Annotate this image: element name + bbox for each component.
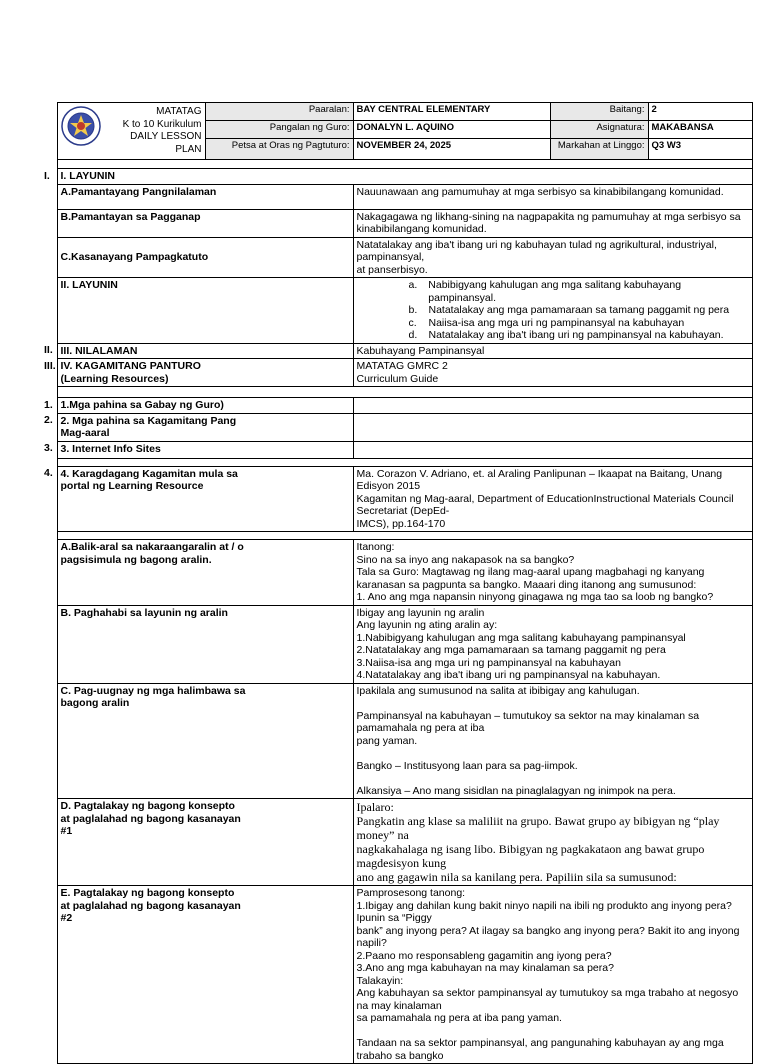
subject-label: Asignatura:: [550, 121, 648, 139]
row-content: MATATAG GMRC 2 Curriculum Guide: [353, 359, 752, 387]
row-label: IV. KAGAMITANG PANTURO (Learning Resources): [57, 359, 353, 387]
row-label: E. Pagtalakay ng bagong konsepto at paglalahad ng bagong kasanayan #2: [57, 886, 353, 1064]
list-item: a. Nabibigyang kahulugan ang mga salitang kabuhayang pampinansyal.: [408, 279, 682, 304]
row-number: 2.: [36, 413, 57, 441]
list-item: c. Naiisa-isa ang mga uri ng pampinansyal na kabuhayan: [408, 316, 685, 329]
row-label: II. LAYUNIN: [57, 278, 353, 344]
row-number: III.: [36, 359, 57, 387]
row-label: A.Pamantayang Pangnilalaman: [57, 184, 353, 209]
quarter-label: Markahan at Linggo:: [550, 139, 648, 160]
row-number: I.: [36, 169, 57, 185]
row-layunin-heading: [36, 169, 752, 185]
row-balik-aral: [36, 540, 752, 606]
row-content: [353, 398, 752, 414]
lesson-plan-page: [36, 102, 752, 1064]
row-pagtalakay-1: [36, 799, 752, 886]
row-karagdagang-kagamitan: [36, 466, 752, 532]
row-gabay-ng-guro: [36, 398, 752, 414]
date-label: Petsa at Oras ng Pagtuturo:: [205, 139, 353, 160]
teacher-value: DONALYN L. AQUINO: [353, 121, 550, 139]
school-value: BAY CENTRAL ELEMENTARY: [353, 103, 550, 121]
title-line: DAILY LESSON: [130, 131, 202, 142]
objectives-list: [353, 278, 752, 344]
title-line: K to 10 Kurikulum: [122, 118, 202, 130]
quarter-value: Q3 W3: [648, 139, 752, 160]
row-content: Ipakilala ang sumusunod na salita at ibibigay ang kahulugan. Pampinansyal na kabuhayan – tumutukoy sa sektor na may kinalaman sa pamamahala ng pera at iba pang yaman. Bangko – Institusyong laan para sa pag-iimpok. Alkansiya – Ano mang sisidlan na pinaglalagyan ng inimpok na pera.: [353, 683, 752, 799]
row-content: Nauunawaan ang pamumuhay at mga serbisyo sa kinabibilangang komunidad.: [353, 184, 752, 209]
row-internet-info-sites: [36, 441, 752, 458]
date-value: NOVEMBER 24, 2025: [353, 139, 550, 160]
row-label: B.Pamantayan sa Pagganap: [57, 209, 353, 237]
row-label: C.Kasanayang Pampagkatuto: [57, 237, 353, 278]
row-content: Ibigay ang layunin ng aralin Ang layunin ng ating aralin ay: 1.Nabibigyang kahulugan ang mga salitang kabuhayang pampinansyal 2.Natatalakay ang mga pamamaraan sa tamang paggamit ng pera 3.Naiisa-isa ang mga uri ng pampinansyal na kabuhayan 4.Natatalakay ang iba't ibang uri ng pampinansyal na kabuhayan.: [353, 605, 752, 683]
row-label: D. Pagtalakay ng bagong konsepto at paglalahad ng bagong kasanayan #1: [57, 799, 353, 886]
row-kagamitang-pang-mag-aaral: [36, 413, 752, 441]
row-content: Natatalakay ang iba't ibang uri ng kabuhayan tulad ng agrikultural, industriyal, pampinansyal, at panserbisyo.: [353, 237, 752, 278]
teacher-label: Pangalan ng Guro:: [205, 121, 353, 139]
row-number: 4.: [36, 466, 57, 532]
grade-label: Baitang:: [550, 103, 648, 121]
row-content: Ma. Corazon V. Adriano, et. al Araling Panlipunan – Ikaapat na Baitang, Unang Edisyon 2015 Kagamitan ng Mag-aaral, Department of EducationInstructional Materials Council Secretariat (DepEd- IMCS), pp.164-170: [353, 466, 752, 532]
row-pamantayang-pangnilalaman: [36, 184, 752, 209]
dlp-title: [101, 106, 202, 156]
row-content: [353, 413, 752, 441]
row-pag-uugnay: [36, 683, 752, 799]
row-pagtalakay-2: [36, 886, 752, 1064]
subject-value: MAKABANSA: [648, 121, 752, 139]
school-label: Paaralan:: [205, 103, 353, 121]
row-label: 1.Mga pahina sa Gabay ng Guro): [57, 398, 353, 414]
row-pamantayan-sa-pagganap: [36, 209, 752, 237]
header-logo-cell: [57, 103, 205, 160]
row-label: 2. Mga pahina sa Kagamitang Pang Mag-aaral: [57, 413, 353, 441]
row-content: Pamprosesong tanong: 1.Ibigay ang dahilan kung bakit ninyo napili na ibili ng produkto ang inyong pera? Ipunin sa “Piggy bank” ang inyong pera? At ilagay sa bangko ang inyong pera? Bakit ito ang inyong napili? 2.Paano mo responsableng gagamitin ang iyong pera? 3.Ano ang mga kabuhayan na may kinalaman sa pera? Talakayin: Ang kabuhayan sa sektor pampinansyal ay tumutukoy sa mga trabaho at negosyo na may kinalaman sa pamamahala ng pera at iba pang yaman. Tandaan na sa sektor pampinansyal, ang pangunahing kabuhayan ay ang mga trabaho sa bangko: [353, 886, 752, 1064]
row-kasanayang-pampagkatuto: [36, 237, 752, 278]
row-label: B. Paghahabi sa layunin ng aralin: [57, 605, 353, 683]
row-layunin-objectives: [36, 278, 752, 344]
deped-seal-icon: [61, 106, 101, 146]
row-number: II.: [36, 343, 57, 359]
title-line: MATATAG: [156, 106, 202, 117]
title-line: PLAN: [175, 143, 202, 155]
row-number: 3.: [36, 441, 57, 458]
row-label: III. NILALAMAN: [57, 343, 353, 359]
lesson-plan-table: [36, 102, 753, 1064]
row-kagamitang-panturo: [36, 359, 752, 387]
row-number: 1.: [36, 398, 57, 414]
row-label: 4. Karagdagang Kagamitan mula sa portal ng Learning Resource: [57, 466, 353, 532]
row-content: [353, 441, 752, 458]
row-nilalaman: [36, 343, 752, 359]
row-content: Ipalaro: Pangkatin ang klase sa maliliit na grupo. Bawat grupo ay bibigyan ng “play money” na nagkakahalaga ng isang libo. Bibigyan ng pagkakataon ang bawat grupo magdesisyon kung ano ang gagawin nila sa kanilang pera. Papiliin sila sa sumusunod:: [353, 799, 752, 886]
row-label: 3. Internet Info Sites: [57, 441, 353, 458]
row-label: A.Balik-aral sa nakaraangaralin at / o pagsisimula ng bagong aralin.: [57, 540, 353, 606]
header-row-1: [36, 103, 752, 121]
row-content: Kabuhayang Pampinansyal: [353, 343, 752, 359]
row-content: Nakagagawa ng likhang-sining na nagpapakita ng pamumuhay at mga serbisyo sa kinabibilangang komunidad.: [353, 209, 752, 237]
row-paghahabi-sa-layunin: [36, 605, 752, 683]
list-item: b. Natatalakay ang mga pamamaraan sa tamang paggamit ng pera: [408, 304, 730, 316]
list-item: d. Natatalakay ang iba't ibang uri ng pampinansyal na kabuhayan.: [408, 329, 724, 341]
row-label: C. Pag-uugnay ng mga halimbawa sa bagong aralin: [57, 683, 353, 799]
grade-value: 2: [648, 103, 752, 121]
section-heading: I. LAYUNIN: [57, 169, 752, 185]
row-content: Itanong: Sino na sa inyo ang nakapasok na sa bangko? Tala sa Guro: Magtawag ng ilang mag-aaral upang magbahagi ng kanyang karanasan sa pagpunta sa bangko. Maaari ding itanong ang sumusunod: 1. Ano ang mga napansin ninyong ginagawa ng mga tao sa loob ng bangko?: [353, 540, 752, 606]
